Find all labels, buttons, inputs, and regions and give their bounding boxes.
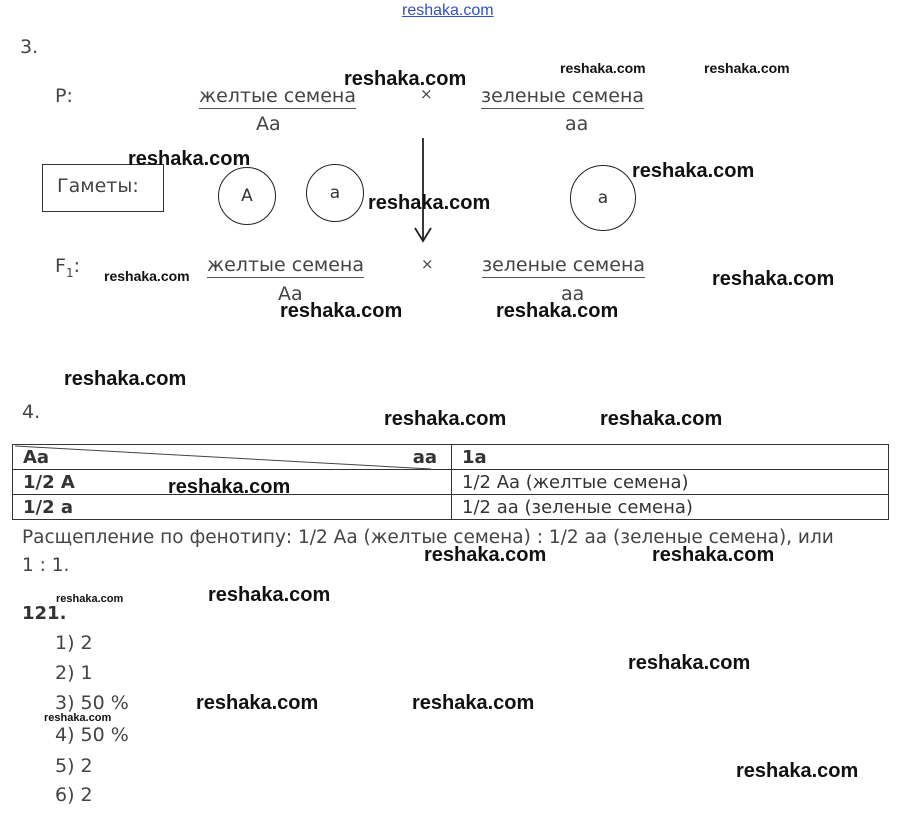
watermark: reshaka.com (652, 544, 775, 566)
watermark: reshaka.com (600, 408, 723, 430)
gametes-label: Гаметы: (57, 175, 139, 197)
watermark: reshaka.com (412, 692, 535, 714)
answer-4: 4) 50 % (55, 724, 129, 746)
f1-label: $F_1$: (55, 255, 80, 280)
p-left-genotype: Aa (256, 113, 281, 135)
conclusion-line-2: 1 : 1. (22, 555, 70, 576)
gamete-circle-A: A (218, 167, 276, 225)
watermark: reshaka.com (424, 544, 547, 566)
gametes-box (42, 164, 164, 212)
header-gamete: 1a (452, 445, 889, 470)
f1-right-phenotype: зеленые семена (482, 254, 646, 276)
f1-left-genotype: Aa (278, 283, 303, 305)
punnett-table (12, 444, 889, 520)
watermark: reshaka.com (712, 268, 835, 290)
watermark: reshaka.com (736, 760, 859, 782)
p-left-phenotype: желтые семена (199, 85, 356, 107)
f1-right-genotype: aa (561, 283, 585, 305)
table-header-row (13, 445, 889, 470)
row-result: 1/2 aa (зеленые семена) (452, 495, 889, 520)
watermark: reshaka.com (368, 192, 491, 214)
answer-1: 1) 2 (55, 632, 93, 654)
watermark: reshaka.com (704, 60, 790, 76)
watermark: reshaka.com (384, 408, 507, 430)
answer-3: 3) 50 % (55, 692, 129, 714)
row-gamete: 1/2 a (13, 495, 452, 520)
table-row (13, 495, 889, 520)
task-121-number: 121. (22, 603, 67, 624)
row-result: 1/2 Aa (желтые семена) (452, 470, 889, 495)
diagonal-line (13, 445, 433, 471)
f1-cross: × (421, 255, 434, 273)
corner-right: aa (412, 447, 437, 468)
answer-5: 5) 2 (55, 755, 93, 777)
watermark: reshaka.com (496, 300, 619, 322)
p-right-phenotype: зеленые семена (481, 85, 645, 107)
arrow-down-icon (412, 136, 434, 246)
answer-2: 2) 1 (55, 662, 93, 684)
watermark: reshaka.com (632, 160, 755, 182)
answer-6: 6) 2 (55, 784, 93, 806)
watermark: reshaka.com (104, 268, 190, 284)
watermark: reshaka.com (64, 368, 187, 390)
watermark: reshaka.com (128, 148, 251, 170)
table-row (13, 470, 889, 495)
watermark: reshaka.com (280, 300, 403, 322)
watermark: reshaka.com (44, 712, 112, 724)
watermark: reshaka.com (196, 692, 319, 714)
corner-cell (13, 445, 452, 470)
p-cross: × (420, 85, 433, 103)
watermark: reshaka.com (344, 68, 467, 90)
watermark: reshaka.com (56, 593, 124, 605)
conclusion-line-1: Расщепление по фенотипу: 1/2 Aa (желтые семена) : 1/2 aa (зеленые семена), или (22, 527, 834, 548)
watermark: reshaka.com (168, 476, 291, 498)
f1-left-phenotype: желтые семена (207, 254, 364, 276)
watermark: reshaka.com (560, 60, 646, 76)
row-gamete: 1/2 A (13, 470, 452, 495)
corner-left: Aa (23, 446, 50, 468)
gamete-circle-a-parent2: a (570, 165, 636, 231)
watermark: reshaka.com (208, 584, 331, 606)
watermark: reshaka.com (628, 652, 751, 674)
p-label: P: (55, 85, 73, 107)
task-3-number: 3. (20, 36, 39, 58)
p-right-genotype: aa (565, 113, 589, 135)
gamete-circle-a-parent1: a (306, 164, 364, 222)
task-4-number: 4. (22, 401, 41, 423)
site-link[interactable]: reshaka.com (402, 2, 494, 19)
